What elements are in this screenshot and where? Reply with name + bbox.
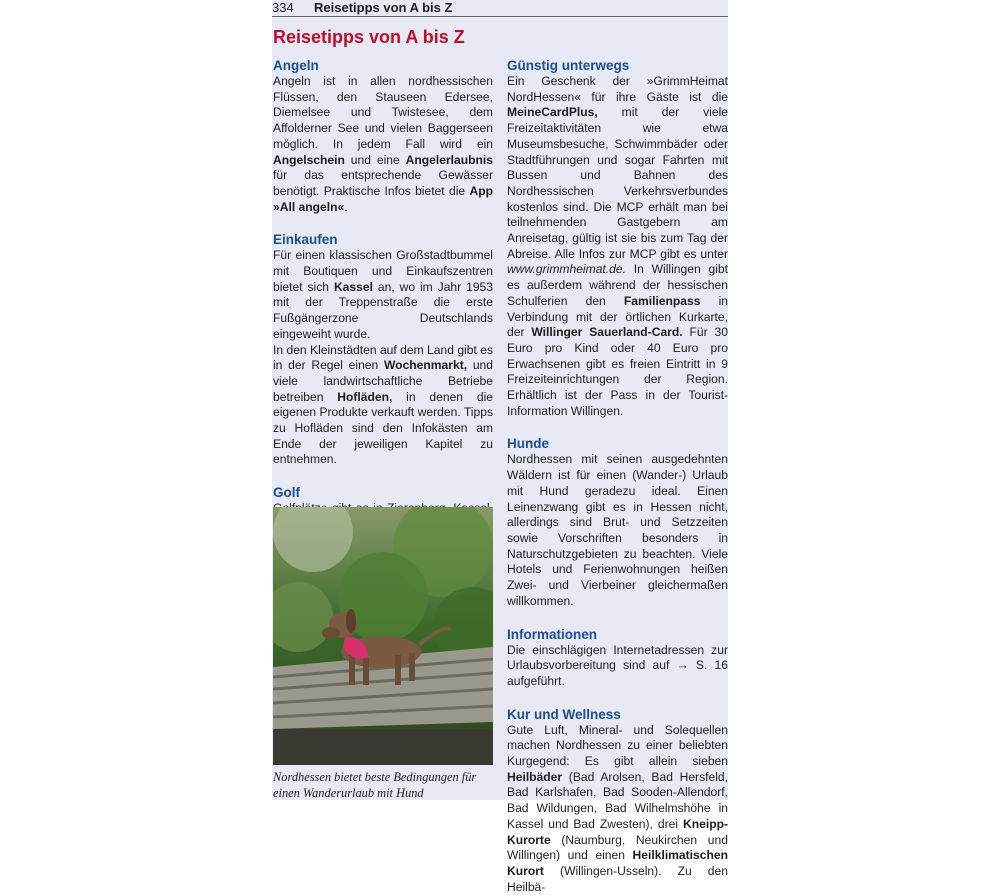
bold-term: Wochenmarkt, — [383, 358, 468, 373]
text-run: und viele landwirtschaftliche Betriebe betreiben — [273, 358, 493, 404]
section-gap — [507, 610, 728, 626]
section-paragraph — [507, 452, 728, 609]
bold-term: Kneipp-Kurorte — [507, 816, 728, 847]
section-heading: Einkaufen — [273, 232, 338, 248]
bold-term: Angelschein — [273, 152, 345, 167]
bold-term: Heilklimatischen Kurort — [507, 848, 728, 878]
running-header — [272, 0, 728, 17]
text-run: Die einschlägigen Internetadressen zur Urlaubsvorbereitung sind auf → S. 16 aufgeführt. — [507, 642, 728, 688]
bold-term: Hofläden, — [337, 389, 393, 404]
text-run: mit der viele Freizeitaktivitäten wie etwa Museumsbesuche, Schwimmbäder oder Stadtführungen und sogar Fahrten mit Bussen und Bahnen des Nordhessischen Verkehrsverbundes kostenlos sind. Die MCP erhält man bei teilnehmenden Gastgebern am Anreisetag, gültig ist sie bis zum Tag der Abreise. Alle Infos zur MCP gibt es unter — [507, 105, 728, 261]
text-run: Gute Luft, Mineral- und Solequellen machen Nordhessen zu einer beliebten Kurgegend: Es gibt allein sieben — [507, 722, 728, 769]
section-gap — [273, 215, 493, 231]
text-run: In Willingen gibt es außerdem während der hessischen Schulferien den — [507, 262, 728, 308]
text-run: und eine — [344, 152, 406, 167]
photo-caption: Nordhessen bietet beste Bedingungen für einen Wanderurlaub mit Hund — [273, 770, 477, 800]
text-run: In den Kleinstädten auf dem Land gibt es in der Regel einen — [273, 342, 493, 373]
text-run: (Naumburg, Neukirchen und Willingen) und einen — [507, 832, 728, 863]
section-heading: Hunde — [507, 436, 549, 452]
text-run: . — [344, 199, 348, 214]
section-paragraph — [273, 248, 493, 342]
section-paragraph — [273, 74, 493, 215]
bold-term: Familienpass — [623, 293, 701, 308]
bold-term: App »All angeln« — [273, 183, 493, 214]
text-run: in denen die eigenen Produkte verkauft werden. Tipps zu Hofläden sind den Infokästen am Ende der jeweiligen Kapitel zu entnehmen. — [273, 389, 493, 467]
left-column — [273, 57, 493, 564]
section-paragraph — [507, 723, 728, 895]
section-gap — [507, 419, 728, 435]
text-run: Angeln ist in allen nordhessischen Flüssen, den Stauseen Edersee, Diemelsee und Twistesee, dem Affolderner See und vielen Baggerseen möglich. In jedem Fall wird ein — [273, 74, 493, 151]
dog-photo — [273, 507, 493, 765]
text-run: (Bad Arolsen, Bad Hersfeld, Bad Karlshafen, Bad Sooden-Allendorf, Bad Wildungen, Bad Wilhelmshöhe in Kassel und Bad Zwesten), drei — [507, 769, 728, 831]
section-paragraph — [507, 74, 728, 419]
section-paragraph — [273, 343, 493, 469]
text-run: für das entsprechende Gewässer benötigt. Praktische Infos bietet die — [273, 168, 493, 198]
bold-term: MeineCardPlus, — [507, 105, 598, 120]
text-run: an, wo im Jahr 1953 mit der Treppenstraße die erste Fußgängerzone Deutschlands eingeweiht wurde. — [273, 279, 494, 341]
bold-term: Kassel — [333, 279, 373, 294]
text-run: in Verbindung mit der örtlichen Kurkarte, der — [507, 293, 728, 340]
section-heading: Kur und Wellness — [507, 706, 621, 722]
text-run: Für 30 Euro pro Kind oder 40 Euro pro Erwachsenen gibt es freien Eintritt in 9 Freizeiteinrichtungen der Region. Erhältlich ist der Pass in der Tourist-Information Willingen. — [507, 325, 729, 418]
page-number: 334 — [272, 0, 294, 15]
bold-term: Heilbäder — [507, 769, 563, 784]
section-heading: Golf — [273, 485, 300, 501]
text-run: (Willingen-Usseln). Zu den Heilbä- — [507, 863, 728, 894]
section-heading: Günstig unterwegs — [507, 58, 630, 73]
text-run: Nordhessen mit seinen ausgedehnten Wäldern ist für einen (Wander-) Urlaub mit Hund geradezu ideal. Einen Leinenzwang gibt es in Hessen nicht, allerdings sind Brut- und Setzzeiten sowie Vorschriften besonders in Naturschutzgebieten zu beachten. Viele Hotels und Ferienwohnungen heißen Zwei- und Vierbeiner gleichermaßen willkommen. — [507, 452, 728, 608]
section-heading: Informationen — [507, 626, 597, 642]
section-gap — [507, 690, 728, 706]
bold-term: Willinger Sauerland-Card. — [531, 325, 683, 340]
section-heading: Angeln — [273, 58, 319, 73]
running-title: Reisetipps von A bis Z — [314, 0, 453, 15]
section-gap — [273, 468, 493, 484]
bold-term: Angelerlaubnis — [405, 152, 493, 167]
page-title: Reisetipps von A bis Z — [273, 27, 465, 47]
text-run: Für einen klassischen Großstadtbummel mit Boutiquen und Einkaufszentren bietet sich — [273, 248, 493, 294]
section-paragraph — [507, 643, 728, 690]
web-address: www.grimmheimat.de. — [507, 262, 626, 277]
text-run: Ein Geschenk der »GrimmHeimat NordHessen« für ihre Gäste ist die — [507, 74, 728, 104]
right-column — [507, 57, 728, 895]
